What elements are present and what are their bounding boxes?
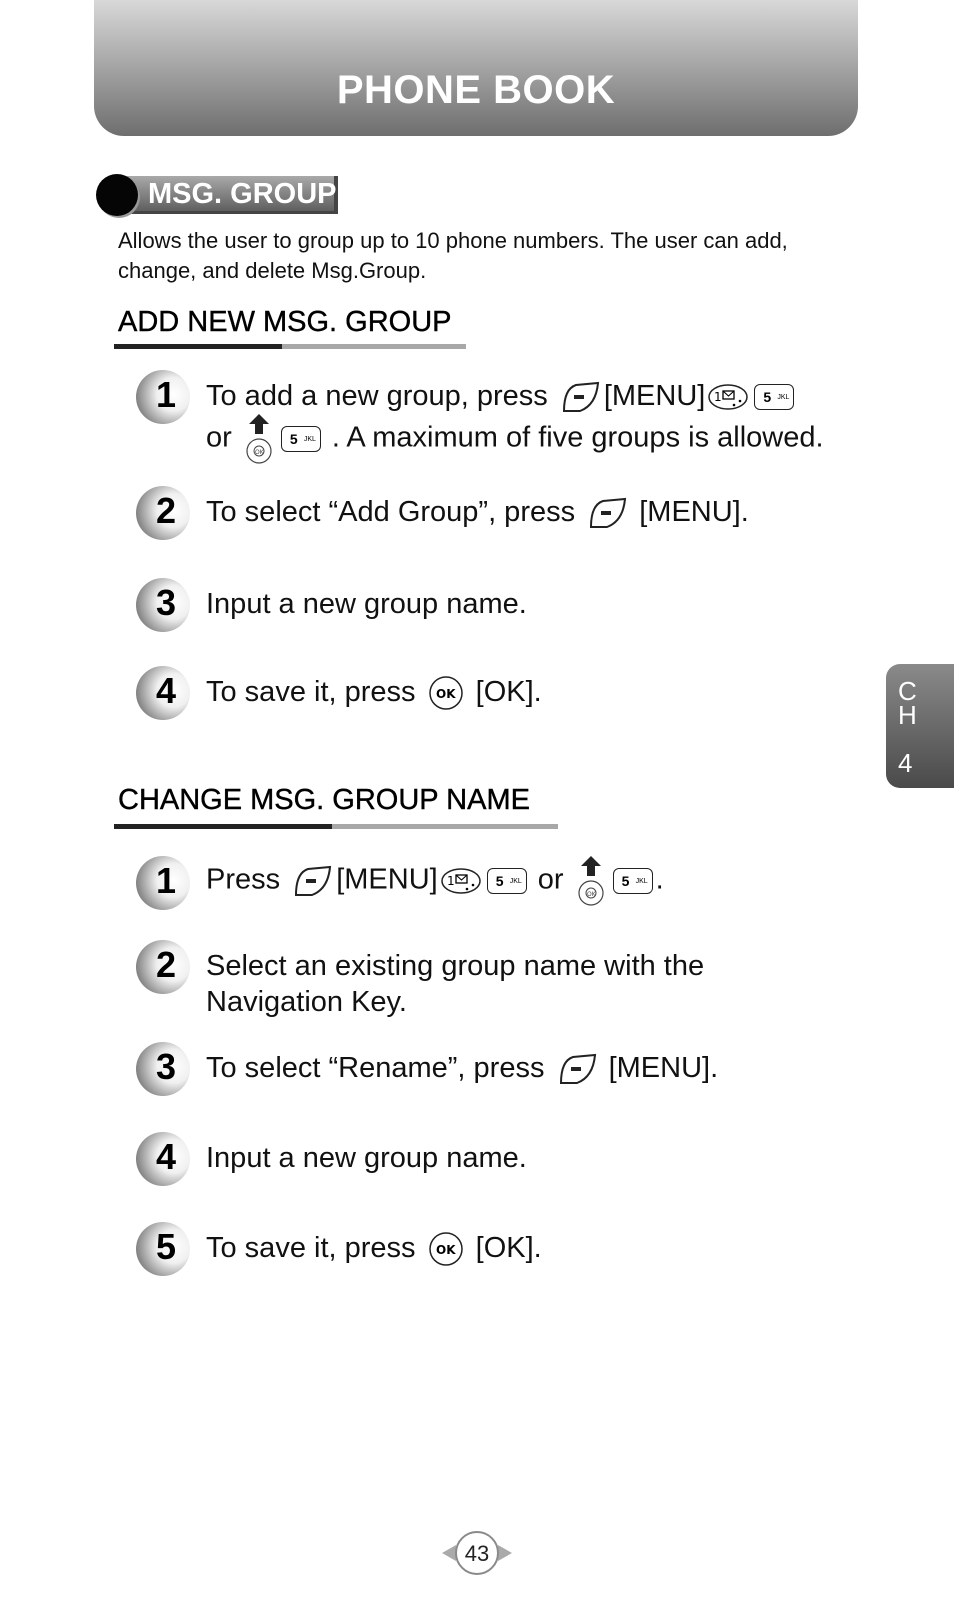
svg-text:OK: OK	[435, 687, 456, 702]
step-text: Press [MENU] 1 5 JKL or OK 5 JKL .	[206, 856, 664, 906]
step-number-badge: 5	[136, 1222, 190, 1276]
navigation-up-key-icon	[576, 856, 606, 906]
step-text: To add a new group, press [MENU] 1 5 JKL or OK 5 JKL . A maximum of five groups is allowed.	[206, 378, 824, 464]
page-title: PHONE BOOK	[336, 68, 616, 112]
step-number-badge: 4	[136, 666, 190, 720]
section-tag	[96, 174, 346, 218]
change-name-heading: CHANGE MSG. GROUP NAME	[118, 784, 530, 817]
step-text: To select “Add Group”, press [MENU].	[206, 496, 749, 528]
add-group-heading: ADD NEW MSG. GROUP	[118, 306, 452, 339]
navigation-up-key-icon	[244, 414, 274, 464]
step-text: Input a new group name.	[206, 588, 527, 620]
chapter-tab[interactable]: C H 4	[886, 664, 954, 788]
add-group-underline	[114, 344, 466, 349]
step-number-badge: 2	[136, 486, 190, 540]
svg-text:OK: OK	[586, 891, 596, 898]
ok-key-icon	[428, 675, 464, 711]
svg-text:OK: OK	[254, 449, 264, 456]
key-5-icon: 5 JKL	[281, 426, 321, 452]
step-text: To save it, press OK [OK].	[206, 1230, 542, 1267]
step-number-badge: 2	[136, 940, 190, 994]
section-tag-dot	[96, 174, 138, 216]
page-number: 43	[442, 1528, 512, 1578]
message-key-icon	[440, 866, 482, 896]
section-intro: Allows the user to group up to 10 phone numbers. The user can add, change, and delete Msg.Group.	[118, 228, 788, 283]
key-5-icon: 5 JKL	[487, 868, 527, 894]
step-text: Input a new group name.	[206, 1142, 527, 1174]
step-number-badge: 3	[136, 1042, 190, 1096]
left-soft-key-icon	[557, 1053, 597, 1085]
step-number-badge: 1	[136, 856, 190, 910]
step-text: Select an existing group name with the Navigation Key.	[206, 950, 705, 1018]
step-text: To save it, press OK [OK].	[206, 674, 542, 711]
step-text: To select “Rename”, press [MENU].	[206, 1052, 719, 1084]
step-number-badge: 3	[136, 578, 190, 632]
key-5-icon: 5 JKL	[613, 868, 653, 894]
svg-text:1: 1	[714, 390, 722, 405]
ok-key-icon	[428, 1231, 464, 1267]
section-tag-label: MSG. GROUP	[148, 178, 337, 210]
left-soft-key-icon	[292, 865, 332, 897]
svg-text:OK: OK	[435, 1243, 456, 1258]
step-number-badge: 1	[136, 370, 190, 424]
change-name-underline	[114, 824, 558, 829]
key-5-icon: 5 JKL	[754, 384, 794, 410]
step-number-badge: 4	[136, 1132, 190, 1186]
message-key-icon	[707, 382, 749, 412]
page-header	[94, 0, 858, 136]
left-soft-key-icon	[587, 497, 627, 529]
svg-text:1: 1	[446, 874, 455, 888]
left-soft-key-icon	[560, 381, 600, 413]
